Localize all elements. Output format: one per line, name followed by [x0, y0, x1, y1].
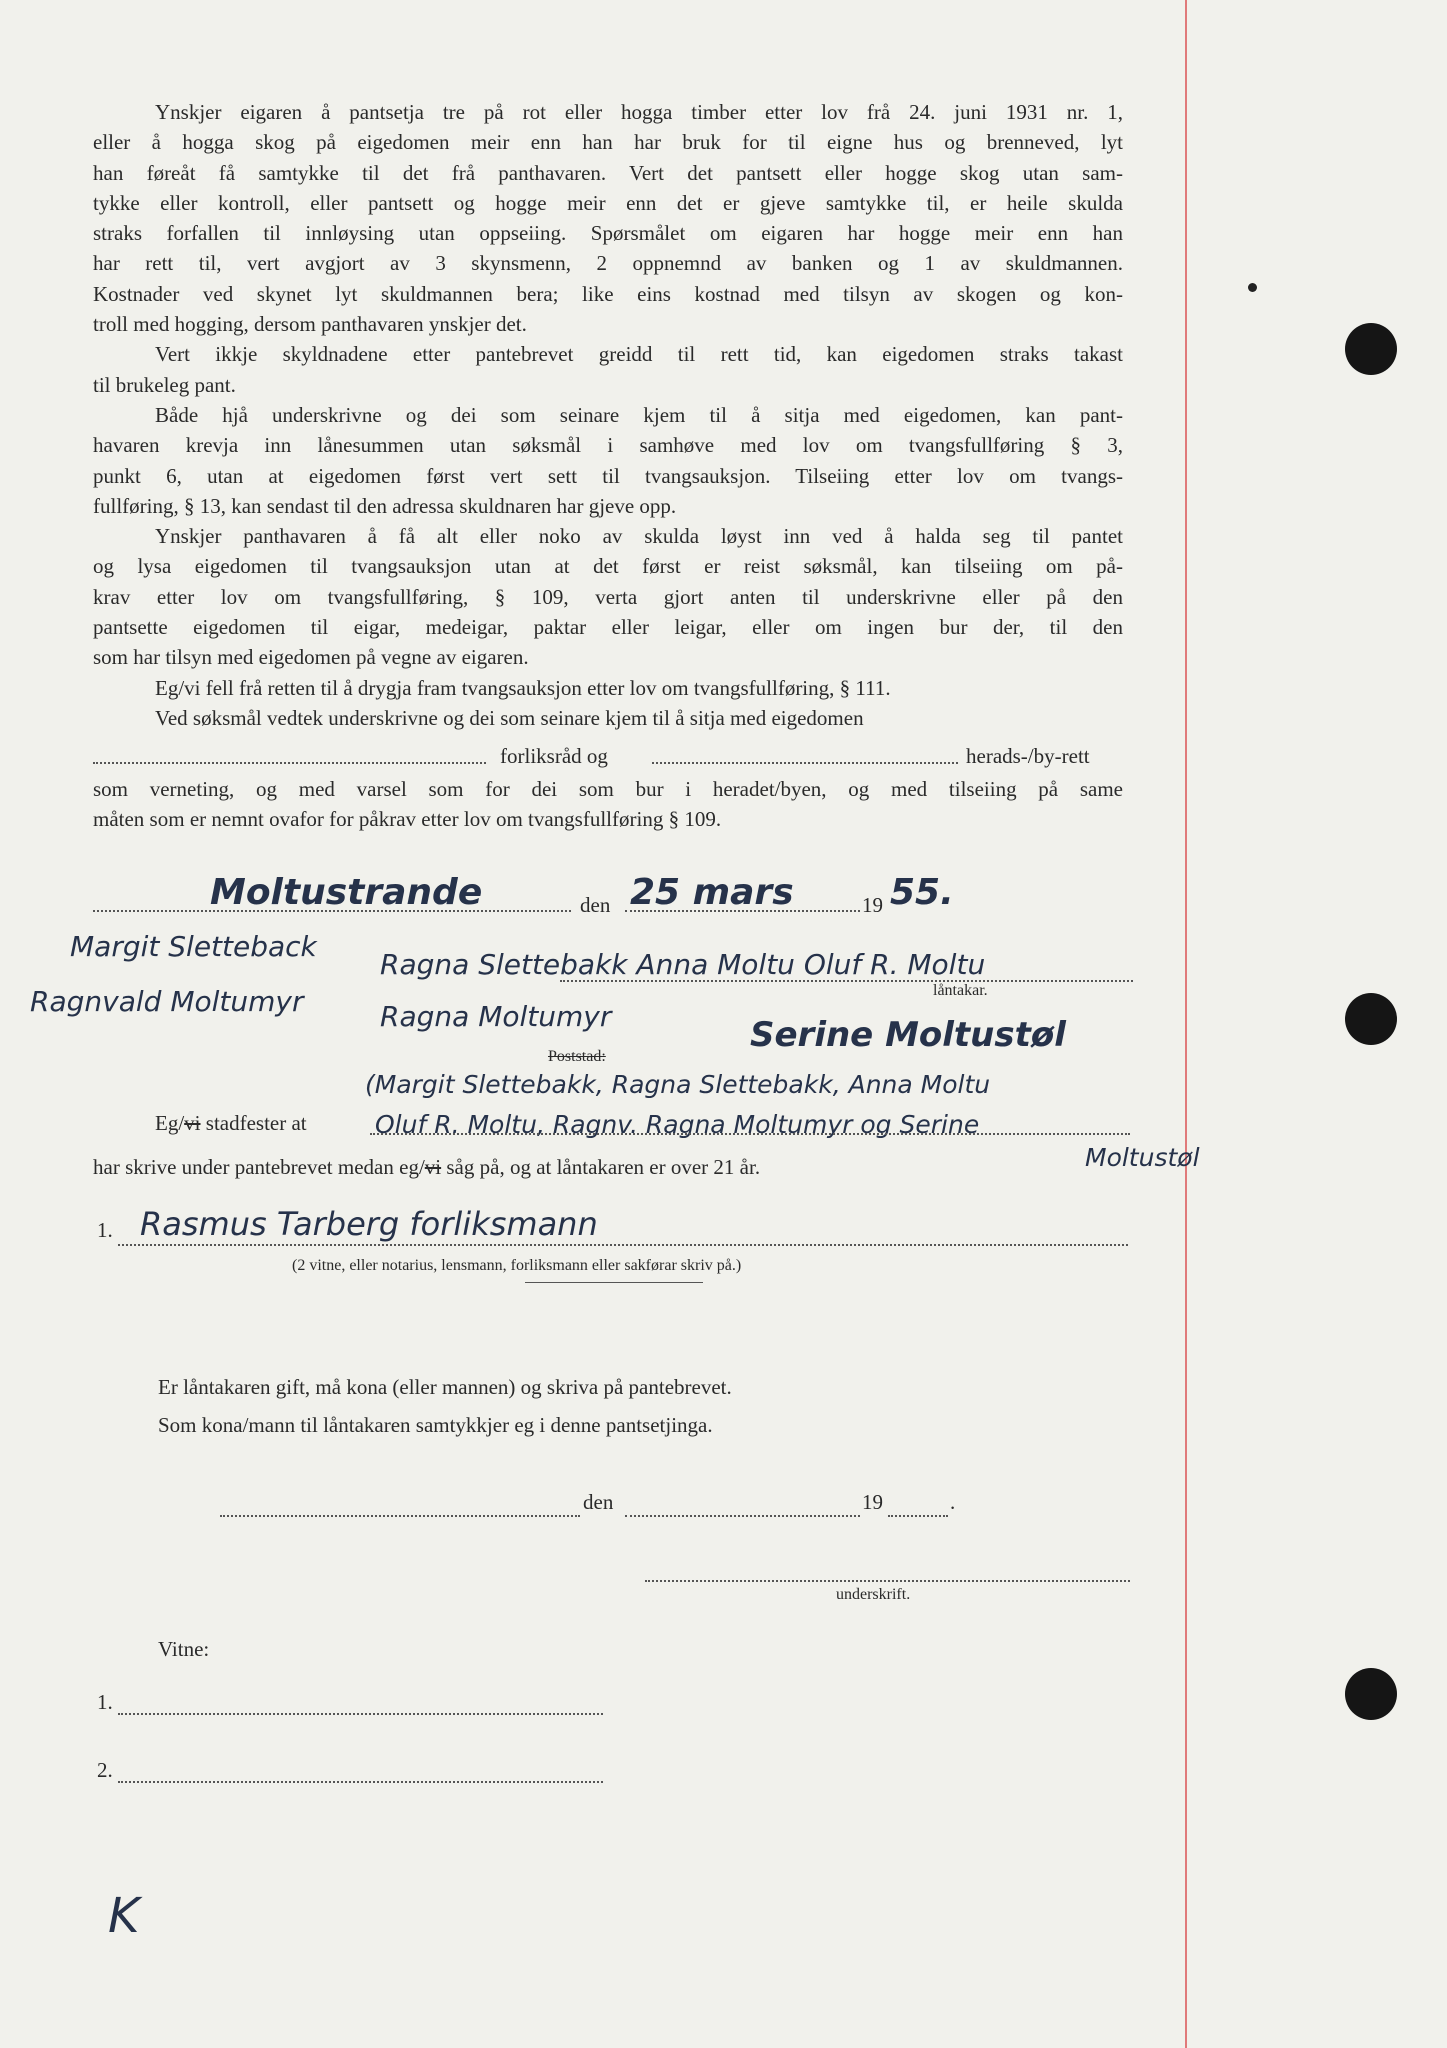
vitne-number-1: 1.	[97, 1690, 113, 1714]
body-text	[93, 97, 1123, 733]
spouse-line-2: Som kona/mann til låntakaren samtykkjer eg i denne pantsetjinga.	[158, 1413, 713, 1437]
text-line: Ynskjer panthavaren å få alt eller noko av skulda løyst inn ved å halda seg til pantet	[155, 524, 1123, 549]
text-line: pantsette eigedomen til eigar, medeigar, paktar eller leigar, eller om ingen bur der, til den	[93, 615, 1123, 640]
paragraph-forestry	[93, 97, 1123, 339]
handwritten-year: 55.	[890, 872, 954, 913]
punch-hole	[1345, 1668, 1397, 1720]
signatures-row-1: Ragna Slettebakk Anna Moltu Oluf R. Moltu	[380, 948, 986, 981]
paragraph-default	[93, 339, 1123, 400]
attestation-line-2	[93, 1155, 760, 1180]
poststad-label: Poststad:	[548, 1048, 606, 1065]
blank-attestation	[370, 1133, 1130, 1135]
text-line: har rett til, vert avgjort av 3 skynsmenn, 2 oppnemnd av banken og 1 av skuldmannen.	[93, 251, 1123, 276]
paragraph-venue-rest	[93, 774, 1123, 835]
handwritten-witness: Rasmus Tarberg forliksmann	[140, 1205, 598, 1243]
struck-vi: vi	[184, 1111, 201, 1135]
blank-herads	[652, 762, 958, 764]
signature-serine: Serine Moltustøl	[750, 1015, 1066, 1055]
text-line: Ynskjer eigaren å pantsetja tre på rot eller hogga timber etter lov frå 24. juni 1931 nr. 1,	[155, 100, 1123, 124]
separator	[525, 1282, 703, 1283]
text-line: tykke eller kontroll, eller pantsett og hogge meir enn det er gjeve samtykke til, er heile skulda	[93, 190, 1123, 215]
herads-label: herads-/by-rett	[966, 744, 1090, 768]
witness-number: 1.	[97, 1218, 113, 1242]
paragraph-venue	[93, 703, 1123, 733]
handwritten-attestation-1: (Margit Slettebakk, Ragna Slettebakk, Anna Moltu	[365, 1070, 991, 1099]
blank-vitne-2	[118, 1781, 603, 1783]
handwritten-place: Moltustrande	[210, 872, 483, 913]
handwritten-attestation-2: Oluf R. Moltu, Ragnv. Ragna Moltumyr og Serine	[375, 1110, 980, 1139]
vitne-label: Vitne:	[158, 1637, 210, 1661]
signature-margit: Margit Sletteback	[70, 930, 317, 963]
text-line: krav etter lov om tvangsfullføring, § 109, verta gjort anten til underskrivne eller på den	[93, 584, 1123, 609]
text-line: Både hjå underskrivne og dei som seinare kjem til å sitja med eigedomen, kan pant-	[155, 402, 1123, 427]
text: har skrive under pantebrevet medan eg/	[93, 1155, 425, 1179]
ink-dot	[1248, 283, 1257, 292]
text-line: som verneting, og med varsel som for dei som bur i heradet/byen, og med tilseiing på same	[93, 777, 1123, 801]
text-line: til brukeleg pant.	[93, 372, 236, 397]
body-text-venue-rest	[93, 774, 1123, 835]
text-line: straks forfallen til innløysing utan oppseiing. Spørsmålet om eigaren har hogge meir enn han	[93, 221, 1123, 246]
blank-lantakar	[560, 980, 1133, 982]
blank-date	[625, 910, 860, 912]
margin-line	[1185, 0, 1187, 2048]
blank-spouse-signature	[645, 1580, 1130, 1582]
paragraph-collection	[93, 400, 1123, 521]
den-label: den	[580, 893, 611, 917]
spouse-line-1: Er låntakaren gift, må kona (eller mannen) og skriva på pantebrevet.	[158, 1375, 732, 1399]
text-line: Eg/vi fell frå retten til å drygja fram tvangsauksjon etter lov om tvangsfullføring, § 111.	[155, 675, 891, 700]
paragraph-auction	[93, 521, 1123, 672]
spouse-den: den	[583, 1490, 614, 1514]
text-line: Vert ikkje skyldnadene etter pantebrevet greidd til rett tid, kan eigedomen straks takast	[155, 342, 1123, 367]
text-line: Kostnader ved skynet lyt skuldmannen bera; like eins kostnad med tilsyn av skogen og kon-	[93, 281, 1123, 306]
handwritten-initials: K	[108, 1888, 140, 1944]
blank-witness	[118, 1244, 1128, 1246]
blank-spouse-date	[625, 1515, 860, 1517]
text-line: og lysa eigedomen til tvangsauksjon utan at det først er reist søksmål, kan tilseiing om på-	[93, 554, 1123, 579]
text-line: Ved søksmål vedtek underskrivne og dei som seinare kjem til å sitja med eigedomen	[155, 705, 864, 730]
text-line: han føreåt få samtykke til det frå panthavaren. Vert det pantsett eller hogge skog utan sam-	[93, 160, 1123, 185]
attestation-prefix	[155, 1111, 307, 1136]
spouse-period: .	[950, 1490, 956, 1514]
witness-note: (2 vitne, eller notarius, lensmann, forliksmann eller sakførar skriv på.)	[292, 1257, 742, 1274]
signature-ragna-moltumyr: Ragna Moltumyr	[380, 1000, 612, 1033]
text: stadfester at	[200, 1111, 307, 1135]
blank-forliksrad	[93, 762, 486, 764]
text: Eg/	[155, 1111, 185, 1135]
lantakar-label: låntakar.	[933, 982, 988, 999]
text: såg på, og at låntakaren er over 21 år.	[441, 1155, 761, 1179]
year-prefix: 19	[862, 893, 883, 917]
spouse-year: 19	[862, 1490, 883, 1514]
punch-hole	[1345, 323, 1397, 375]
text-line: eller å hogga skog på eigedomen meir enn han har bruk for til eigne hus og brenneved, lyt	[93, 130, 1123, 155]
text-line: som har tilsyn med eigedomen på vegne av eigaren.	[93, 645, 529, 670]
paragraph-waiver	[93, 673, 1123, 703]
blank-place	[93, 910, 571, 912]
handwritten-attestation-3: Moltustøl	[1085, 1143, 1200, 1172]
forliksrad-label: forliksråd og	[500, 744, 608, 768]
vitne-number-2: 2.	[97, 1758, 113, 1782]
text-line: havaren krevja inn lånesummen utan søksmål i samhøve med lov om tvangsfullføring § 3,	[93, 433, 1123, 458]
text-line: måten som er nemnt ovafor for påkrav etter lov om tvangsfullføring § 109.	[93, 807, 722, 832]
underskrift-label: underskrift.	[836, 1586, 911, 1603]
punch-hole	[1345, 993, 1397, 1045]
blank-spouse-place	[220, 1515, 580, 1517]
text-line: troll med hogging, dersom panthavaren ynskjer det.	[93, 312, 527, 337]
blank-spouse-year	[888, 1515, 948, 1517]
blank-vitne-1	[118, 1713, 603, 1715]
handwritten-day-month: 25 mars	[630, 872, 794, 913]
text-line: punkt 6, utan at eigedomen først vert sett til tvangsauksjon. Tilseiing etter lov om tvangs-	[93, 463, 1123, 488]
signature-ragnvald: Ragnvald Moltumyr	[30, 985, 304, 1018]
text-line: fullføring, § 13, kan sendast til den adressa skuldnaren har gjeve opp.	[93, 493, 677, 518]
struck-vi: vi	[424, 1155, 442, 1179]
